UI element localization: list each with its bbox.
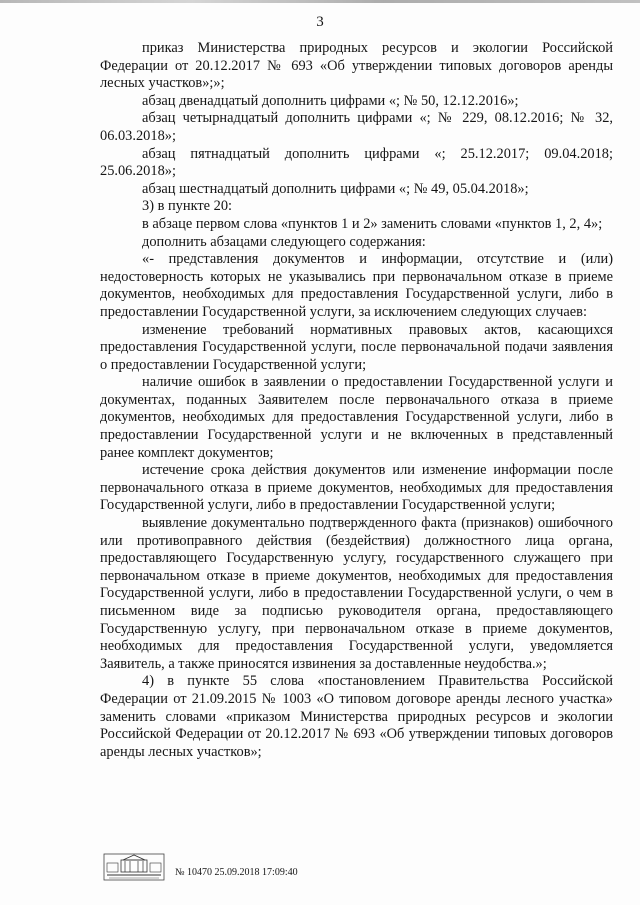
scan-edge — [0, 0, 640, 3]
paragraph: «- представления документов и информации, отсутствие и (или) недостоверность которых не указывались при первоначальном отказе в приеме документов, необходимых для предоставления Государственной услуги, либо в предоставлении Государственной услуги, за исключением следующих случаев: — [100, 251, 613, 320]
paragraph: дополнить абзацами следующего содержания: — [142, 233, 426, 250]
document-body — [100, 40, 613, 761]
paragraph: истечение срока действия документов или изменение информации после первоначального отказа в приеме документов, необходимых для предоставления Государственной услуги, либо в предоставлении Государственной услуги; — [100, 462, 613, 514]
paragraph: приказ Министерства природных ресурсов и экологии Российской Федерации от 20.12.2017 № 693 «Об утверждении типовых договоров аренды лесных участков»;»; — [100, 40, 613, 92]
paragraph: выявление документально подтвержденного факта (признаков) ошибочного или противоправного действия (бездействия) должностного лица органа, предоставляющего Государственную услугу, государственного служащего при первоначальном отказе в приеме документов, необходимых для предоставления Государственной услуги, либо в предоставлении Государственной услуги, о чем в письменном виде за подписью руководителя органа, предоставляющего Государственную услугу, при первоначальном отказе в приеме документов, необходимых для предоставления Государственной услуги, уведомляется Заявитель, а также приносятся извинения за доставленные неудобства.»; — [100, 515, 613, 672]
paragraph: наличие ошибок в заявлении о предоставлении Государственной услуги и документах, поданных Заявителем после первоначального отказа в приеме документов, необходимых для предоставления Государственной услуги, либо в предоставлении Государственной услуги и не включенных в представленный ранее комплект документов; — [100, 374, 613, 461]
page-number: 3 — [316, 14, 324, 30]
paragraph: абзац четырнадцатый дополнить цифрами «; № 229, 08.12.2016; № 32, 06.03.2018»; — [100, 110, 613, 144]
paragraph: 4) в пункте 55 слова «постановлением Правительства Российской Федерации от 21.09.2015 № 1003 «О типовом договоре аренды лесного участка» заменить словами «приказом Министерства природных ресурсов и экологии Российской Федерации от 20.12.2017 № 693 «Об утверждении типовых договоров аренды лесных участков»; — [100, 673, 613, 760]
paragraph: изменение требований нормативных правовых актов, касающихся предоставления Государственной услуги, после первоначальной подачи заявления о предоставлении Государственной услуги; — [100, 321, 613, 373]
building-stamp-icon — [103, 853, 165, 881]
paragraph: абзац пятнадцатый дополнить цифрами «; 25.12.2017; 09.04.2018; 25.06.2018»; — [100, 145, 613, 180]
paragraph: в абзаце первом слова «пунктов 1 и 2» заменить словами «пунктов 1, 2, 4»; — [142, 215, 603, 232]
registration-stamp-text: № 10470 25.09.2018 17:09:40 — [175, 867, 298, 878]
paragraph: абзац шестнадцатый дополнить цифрами «; № 49, 05.04.2018»; — [142, 180, 529, 197]
paragraph: абзац двенадцатый дополнить цифрами «; № 50, 12.12.2016»; — [142, 92, 519, 109]
footer — [103, 853, 363, 883]
paragraph: 3) в пункте 20: — [142, 198, 233, 215]
